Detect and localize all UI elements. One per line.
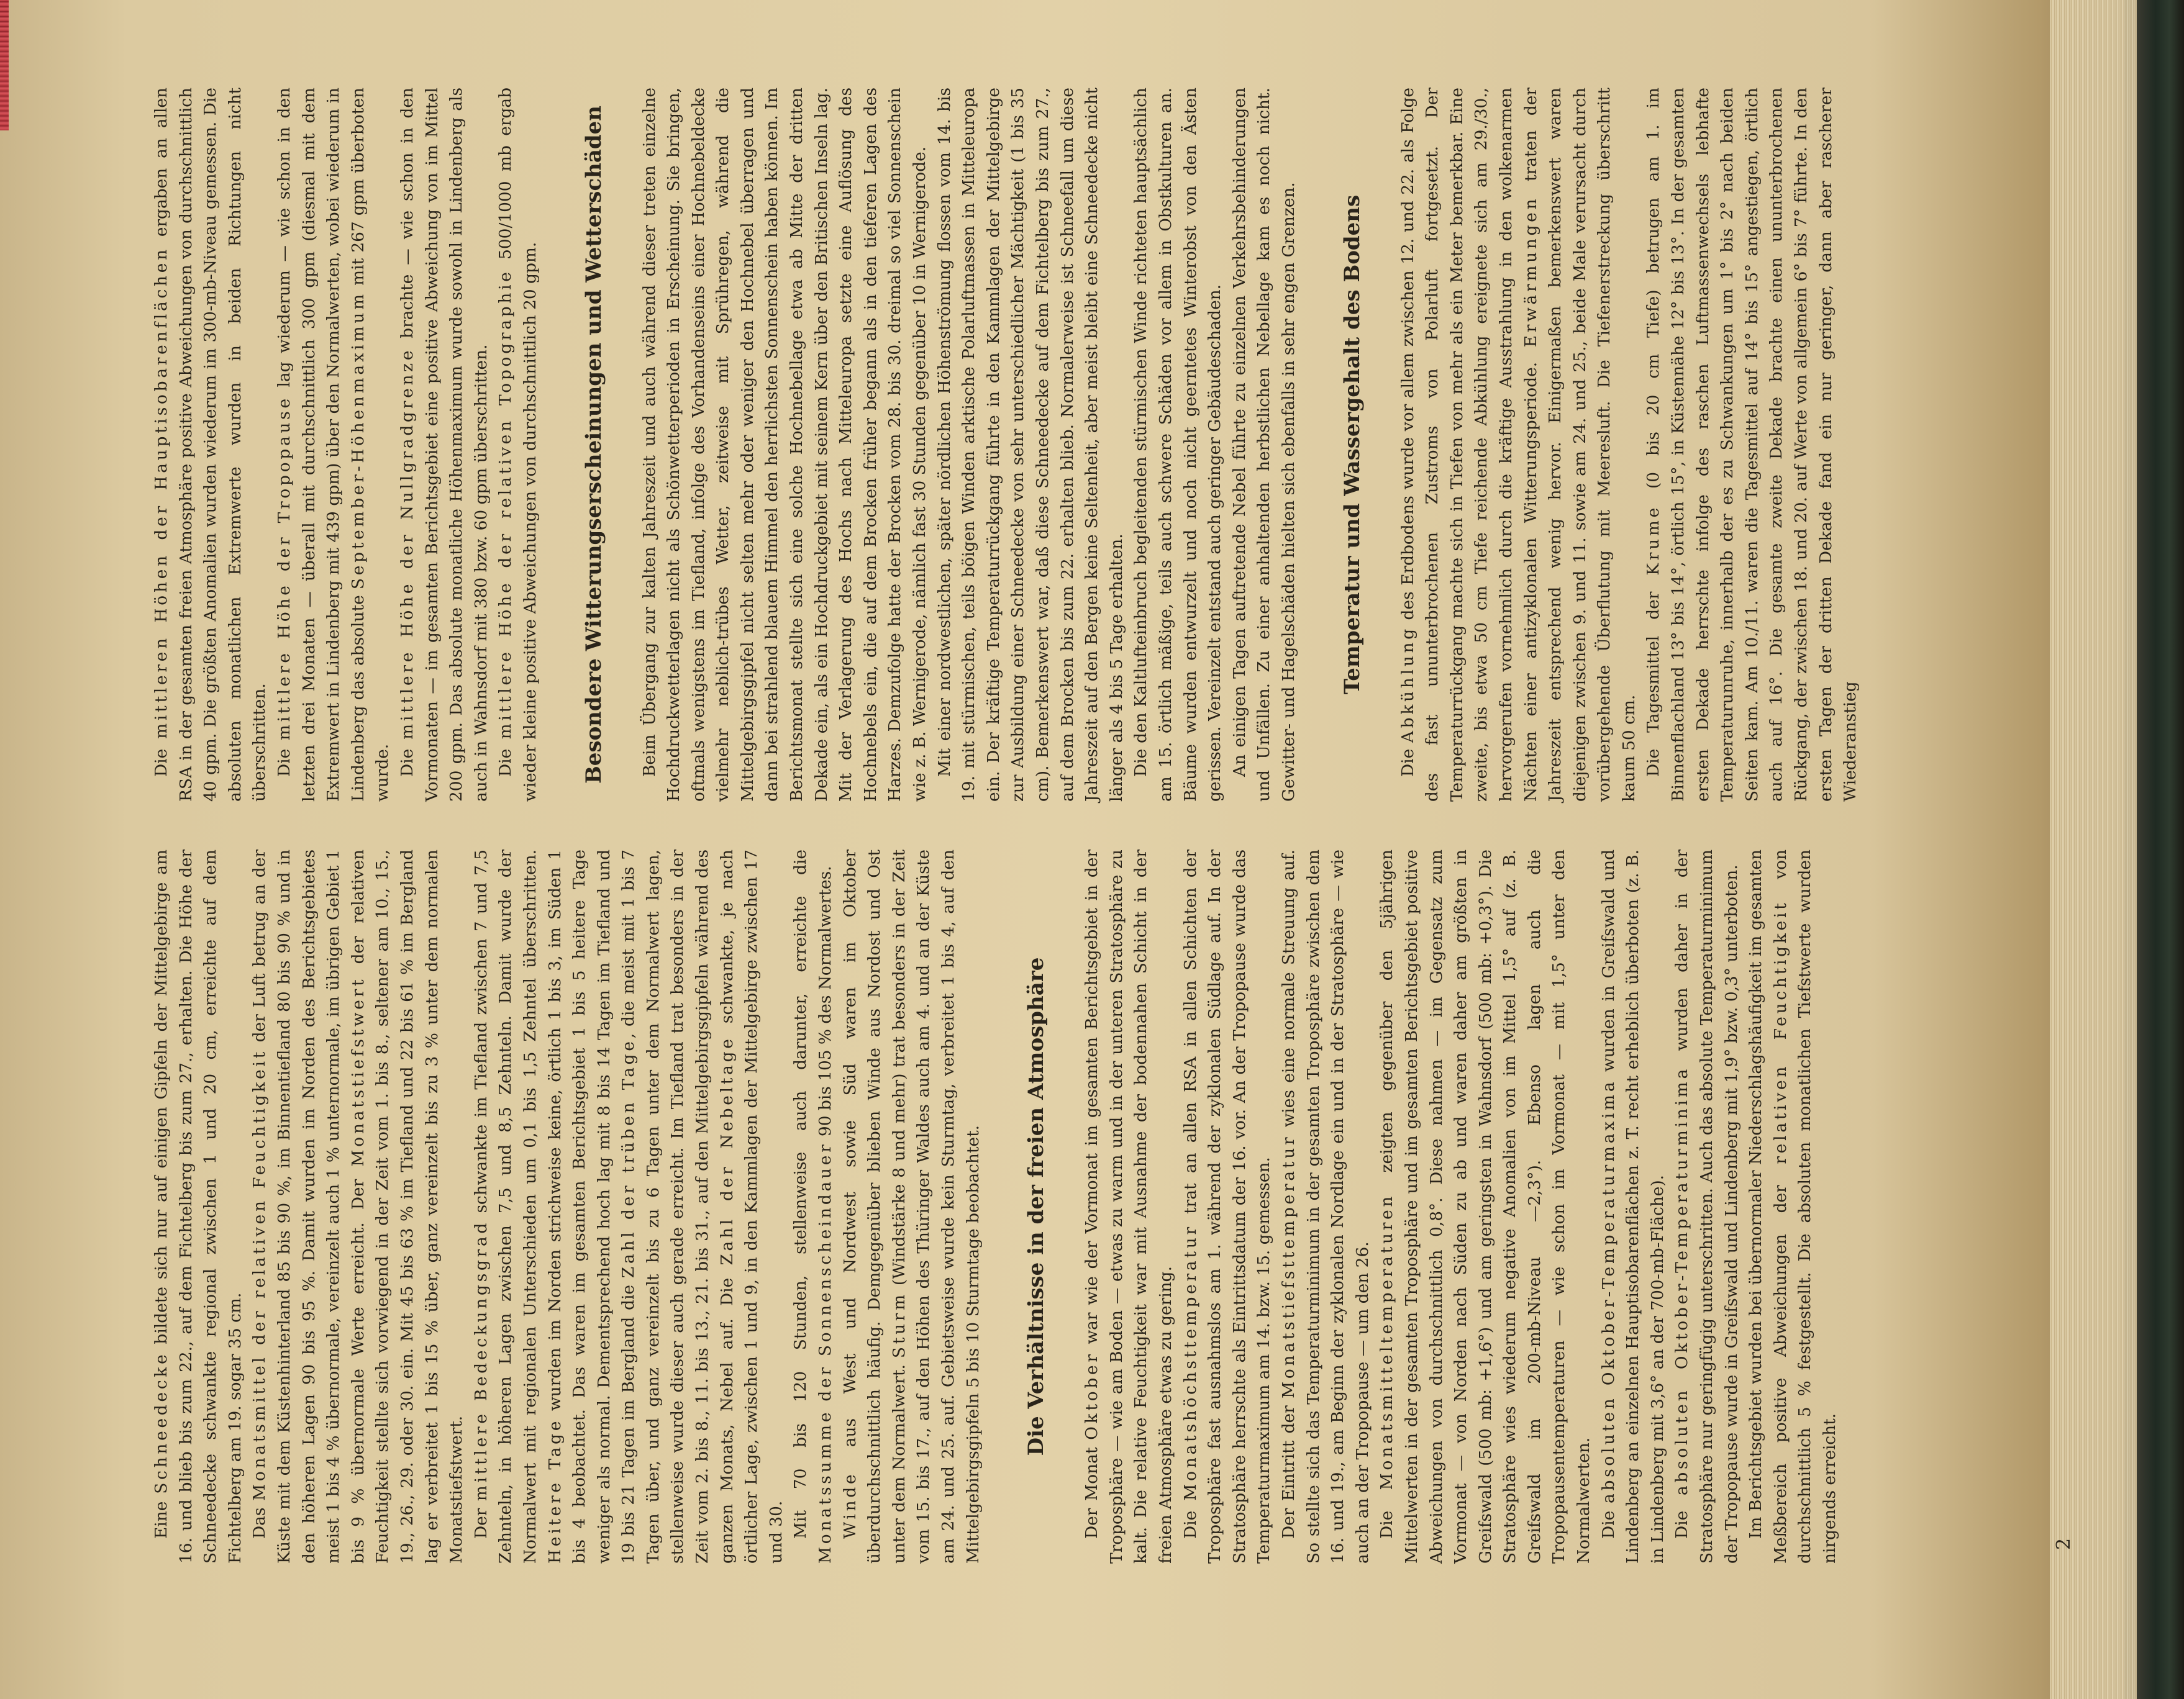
- paragraph: [1744, 850, 1842, 1564]
- paragraph: [838, 850, 986, 1564]
- text-run: Die: [1598, 1503, 1618, 1539]
- paragraph: [395, 88, 493, 802]
- text-run: wurden daher in der Stratosphäre nur geringfügig unterschritten. Auch das absolute Temperaturminimum der Tropopause wurde in Greifswald und Lindenberg mit 1,9° bzw. 0,3° unterboten.: [1672, 849, 1741, 1564]
- paragraph: [1641, 88, 1862, 802]
- spaced-term: mittlere Bedeckungsgrad: [471, 1220, 491, 1502]
- spaced-term: Krume: [1644, 504, 1663, 576]
- paragraph: [1375, 850, 1596, 1564]
- paragraph: [1080, 850, 1178, 1564]
- spaced-term: Monatshöchsttemperatur: [1180, 1224, 1200, 1501]
- text-run: 500/1000 mb ergab wieder kleine positive Abweichungen von durchschnittlich 20 gpm.: [496, 87, 540, 802]
- text-run: traten der Jahreszeit entsprechend wenig hervor. Einigermaßen bemerkenswert waren diejenigen zwischen 9. und 11. sowie am 24. und 25., beide Male verursacht durch vorübergehende Überflutung mit Meeresluft. Die Tiefenerstreckung überschritt kaum 50 cm.: [1521, 88, 1639, 802]
- paragraph: [149, 850, 247, 1564]
- text-run: zeigten gegenüber den 5jährigen Mittelwerten in der gesamten Troposphäre und im gesamten Berichtsgebiet positive Abweichungen von durchschnittlich 0,8°. Diese nahmen — im Gegensatz zum Vormonat — von Norden nach Süden zu ab und waren daher am größten in Greifswald (500 mb: +1,6°) und am geringsten in Wahnsdorf (500 mb: +0,3°). Die Stratosphäre wies wiederum negative Anomalien von im Mittel 1,5° auf (z. B. Greifswald im 200-mb-Niveau —2,3°). Ebenso lagen auch die Tropopausentemperaturen — wie schon im Vormonat — mit 1,5° unter den Normalwerten.: [1377, 850, 1594, 1564]
- spaced-term: Abkühlung: [1398, 626, 1417, 743]
- text-run: An einigen Tagen auftretende Nebel führte zu einzelnen Verkehrsbehinderungen und Unfällen. Zu einer anhaltenden herbstlichen Nebellage kam es noch nicht. Gewitter- und Hagelschäden hielten sich ebenfalls in sehr engen Grenzen.: [1229, 88, 1298, 802]
- spaced-term: mittleren Höhen der Hauptisobarenflächen: [152, 247, 171, 739]
- text-run: (Windstärke 8 und mehr) trat besonders in der Zeit vom 15. bis 17., auf den Höhen des Thüringer Waldes auch am 4. und an der Küste am 24. und 25. auf. Gebietsweise wurde kein Sturmtag, verbreitet 1 bis 4, auf den Mittelgebirgsgipfeln 5 bis 10 Sturmtage beobachtet.: [889, 850, 983, 1564]
- text-run: mit 267 gpm überboten wurde.: [348, 88, 393, 802]
- text-run: ergaben an allen RSA in der gesamten freien Atmosphäre positive Abweichungen von durchschnittlich 40 gpm. Die größten Anomalien wurden wiederum im 300-mb-Niveau gemessen. Die absoluten monatlichen Extremwerte wurden in beiden Richtungen nicht überschritten.: [152, 88, 270, 802]
- spaced-term: Monatstiefstwert: [348, 976, 368, 1167]
- spaced-term: Sturm: [889, 1292, 909, 1359]
- text-run: Der Monat: [1082, 1439, 1102, 1539]
- spaced-term: Zahl der trüben Tage: [619, 1038, 639, 1279]
- text-column-right: [149, 88, 1863, 802]
- text-run: Die: [496, 739, 516, 777]
- paragraph: [1596, 850, 1670, 1564]
- text-column-left: [149, 850, 1842, 1564]
- paragraph: [1396, 88, 1642, 802]
- paragraph: [469, 850, 789, 1564]
- paragraph: [788, 850, 837, 1564]
- text-run: brachte — wie schon in den Vormonaten — im gesamten Berichtsgebiet eine positive Abweichung von im Mittel 200 gpm. Das absolute monatliche Höhenmaximum wurde sowohl in Lindenberg als auch in Wahnsdorf mit 380 bzw. 60 gpm überschritten.: [397, 87, 491, 802]
- paragraph: [272, 88, 395, 802]
- text-run: Mit einer nordwestlichen, später nördlichen Höhenströmung flossen vom 14. bis 19. mit stürmischen, teils böigen Winden arktische Polarluftmassen in Mitteleuropa ein. Der kräftige Temperaturrückgang führte in den Kammlagen der Mittelgebirge zur Ausbildung einer Schneedecke von sehr unterschiedlicher Mächtigkeit (1 bis 35 cm). Bemerkenswert war, daß diese Schneedecke auf dem Fichtelberg bis zum 27., auf dem Brocken bis zum 22. erhalten blieb. Normalerweise ist Schneefall um diese Jahreszeit auf den Bergen keine Seltenheit, aber meist bleibt eine Schneedecke nicht länger als 4 bis 5 Tage erhalten.: [934, 88, 1126, 802]
- paragraph: [1129, 88, 1227, 802]
- spaced-term: September-Höhenmaximum: [348, 291, 368, 590]
- text-run: Beim Übergang zur kalten Jahreszeit und auch während dieser treten einzelne Hochdruckwetterlagen nicht als Schönwetterperioden in Erscheinung. Sie bringen, oftmals wenigstens im Tiefland, infolge des Vorhandenseins einer Hochnebeldecke vielmehr neblich-trübes Wetter, zeitweise mit Sprühregen, während die Mittelgebirgsgipfel nicht selten mehr oder weniger den Hochnebel überragen und dann bei strahlend blauem Himmel den herrlichsten Sonnenschein haben können. Im Berichtsmonat stellte sich eine solche Hochnebellage etwa ab Mitte der dritten Dekade ein, als ein Hochdruckgebiet mit seinem Kern über den Britischen Inseln lag. Mit der Verlagerung des Hochs nach Mitteleuropa setzte eine Auflösung des Hochnebels ein, die auf dem Brocken früher begann als in den tieferen Lagen des Harzes. Demzufolge hatte der Brocken vom 28. bis 30. dreimal so viel Sonnenschein wie z. B. Wernigerode, nämlich fast 30 Stunden gegenüber 10 in Wernigerode.: [639, 88, 930, 802]
- spaced-term: Monatsmittel der relativen Feuchtigkeit: [250, 1048, 270, 1501]
- section-heading: Die Verhältnisse in der freien Atmosphäre: [1024, 957, 1049, 1456]
- spaced-term: Winde: [840, 1471, 860, 1539]
- spaced-term: absoluten Oktober-Temperaturmaxima: [1598, 1079, 1618, 1504]
- text-run: war wie der Vormonat im gesamten Berichtsgebiet in der Troposphäre — wie am Boden — etwas zu warm und in der unteren Stratosphäre zu kalt. Die relative Feuchtigkeit war mit Ausnahme der bodennahen Schicht in der freien Atmosphäre etwas zu gering.: [1082, 850, 1175, 1564]
- text-run: der Luft betrug an der Küste mit dem Küstenhinterland 85 bis 90 %, im Binnentiefland 80 bis 90 % und in den höheren Lagen 90 bis 95 %. Damit wurden im Norden des Berichtsgebietes meist 1 bis 4 % übernormale, vereinzelt auch 1 % unternormale, im übrigen Gebiet 1 bis 9 % übernormale Werte erreicht. Der: [250, 850, 368, 1564]
- text-run: Die: [152, 738, 171, 777]
- spaced-term: Zahl der Nebeltage: [717, 1036, 737, 1266]
- text-run: von durchschnittlich 5 % festgestellt. Die absoluten monatlichen Tiefstwerte wurden nirgends erreicht.: [1770, 849, 1839, 1564]
- page-number: 2: [2053, 1538, 2075, 1550]
- text-run: schwankte, je nach örtlicher Lage, zwischen 1 und 9, in den Kammlagen der Mittelgebirge zwischen 17 und 30.: [717, 849, 786, 1564]
- text-run: Die: [1672, 1495, 1692, 1539]
- text-run: Die: [1398, 743, 1417, 777]
- spaced-term: mittlere Höhe der Tropopause: [274, 396, 294, 741]
- text-run: trat an allen RSA in allen Schichten der Troposphäre fast ausnahmslos am 1. während der zyklonalen Südlage auf. In der Stratosphäre herrschte als Eintrittsdatum der 16. vor. An der Tropopause wurde das Temperaturmaximum am 14. bzw. 15. gemessen.: [1180, 850, 1274, 1564]
- text-run: Die: [274, 740, 294, 777]
- text-run: 90 bis 105 % des Normalwertes.: [816, 866, 835, 1142]
- text-run: wurden in Greifswald und Lindenberg an einzelnen Hauptisobarenflächen z. T. recht erheblich überboten (z. B. in Lindenberg mit 3,6° an der 700-mb-Fläche).: [1598, 850, 1667, 1564]
- text-run: Im Berichtsgebiet wurden bei übernormaler Niederschlagshäufigkeit im gesamten Meßbereich positive Abweichungen der: [1746, 850, 1790, 1564]
- paragraph: [493, 88, 542, 802]
- text-run: Eine: [152, 1493, 171, 1539]
- book-spine: [2137, 0, 2184, 1699]
- paragraph: [932, 88, 1129, 802]
- text-run: Das: [250, 1500, 270, 1539]
- spaced-term: absoluten Oktober-Temperaturminima: [1672, 1066, 1692, 1496]
- section-heading: Besondere Witterungserscheinungen und Wetterschäden: [581, 105, 606, 784]
- paragraph: [247, 850, 468, 1564]
- text-run: Die: [1377, 1490, 1397, 1539]
- spaced-term: Monatssumme der Sonnenscheindauer: [816, 1141, 835, 1564]
- spaced-term: Monatstiefsttemperatur: [1278, 1134, 1298, 1398]
- section-heading: Temperatur und Wassergehalt des Bodens: [1339, 194, 1365, 695]
- text-run: aus West und Nordwest sowie Süd waren im Oktober überdurchschnittlich häufig. Demgegenüber blieben Winde aus Nordost und Ost unter dem Normalwert.: [840, 850, 909, 1564]
- text-run: Mit 70 bis 120 Stunden, stellenweise auch darunter, erreichte die: [791, 850, 811, 1539]
- text-run: Die den Kaltlufteinbruch begleitenden stürmischen Winde richteten hauptsächlich am 15. örtlich mäßige, teils auch schwere Schäden vor allem in Obstkulturen an. Bäume wurden entwurzelt und noch nicht geerntetes Winterobst von den Ästen gerissen. Vereinzelt entstand auch geringer Gebäudeschaden.: [1131, 88, 1225, 802]
- text-run: schwankte im Tiefland zwischen 7 und 7,5 Zehnteln, in höheren Lagen zwischen 7,5 und 8,5 Zehnteln. Damit wurde der Normalwert mit regionalen Unterschieden um 0,1 bis 1,5 Zehntel überschritten.: [471, 849, 540, 1564]
- spaced-term: mittlere Höhe der Nullgradgrenze: [397, 347, 417, 740]
- text-run: wurden im Norden strichweise keine, örtlich 1 bis 3, im Süden 1 bis 4 beobachtet. Das waren im gesamten Berichtsgebiet 1 bis 5 heitere Tage weniger als normal. Dementsprechend hoch lag mit 8 bis 14 Tagen im Tiefland und 19 bis 21 Tagen im Bergland die: [545, 850, 639, 1564]
- spaced-term: Schneedecke: [152, 1351, 171, 1494]
- text-run: des Erdbodens wurde vor allem zwischen 12. und 22. als Folge des fast ununterbrochenen Zustroms von Polarluft fortgesetzt. Der Temperaturrückgang machte sich in Tiefen von mehr als ein Meter bemerkbar. Eine zweite, bis etwa 50 cm Tiefe reichende Abkühlung ereignete sich am 29./30., hervorgerufen vornehmlich durch die kräftige Ausstrahlung in den wolkenarmen Nächten einer antizyklonalen Witterungsperiode.: [1398, 88, 1540, 802]
- text-run: Der Eintritt der: [1278, 1398, 1298, 1539]
- paragraph: [1178, 850, 1276, 1564]
- spaced-term: Heitere Tage: [545, 1418, 565, 1564]
- spaced-term: relativen Feuchtigkeit: [1770, 900, 1790, 1164]
- paragraph: [637, 88, 932, 802]
- spaced-term: Erwärmungen: [1521, 196, 1540, 348]
- text-run: der relativen Feuchtigkeit stellte sich vorwiegend in der Zeit vom 1. bis 8., seltener am 10., 15., 19., 26., 29. oder 30. ein. Mit 45 bis 63 % im Tiefland und 22 bis 61 % im Bergland lag er verbreitet 1 bis 15 % über, ganz vereinzelt bis zu 3 % unter dem normalen Monatstiefstwert.: [348, 849, 466, 1564]
- spaced-term: Oktober: [1082, 1351, 1102, 1440]
- paragraph: [149, 88, 272, 802]
- text-run: Die Tagesmittel der: [1644, 575, 1663, 777]
- paragraph: [1670, 850, 1744, 1564]
- text-run: Der: [471, 1501, 491, 1539]
- spaced-term: Monatsmitteltemperaturen: [1377, 1193, 1397, 1490]
- text-run: bildete sich nur auf einigen Gipfeln der Mittelgebirge am 16. und blieb bis zum 22., auf dem Fichtelberg bis zum 27., erhalten. Die Höhe der Schneedecke schwankte regional zwischen 1 und 20 cm, erreichte auf dem Fichtelberg am 19. sogar 35 cm.: [152, 850, 245, 1564]
- text-run: lag wiederum — wie schon in den letzten drei Monaten — überall mit durchschnittlich 300 gpm (diesmal mit dem Extremwert in Lindenberg mit 439 gpm) über den Normalwerten, wobei wiederum in Lindenberg das absolute: [274, 88, 368, 802]
- paragraph: [1227, 88, 1301, 802]
- paragraph: [1276, 850, 1375, 1564]
- spaced-term: mittlere Höhe der relativen Topographie: [496, 269, 516, 740]
- text-run: , die meist mit 1 bis 7 Tagen über, und ganz vereinzelt bis zu 6 Tagen unter dem Normalwert lagen, stellenweise wurde dieser auch gerade erreicht. Im Tiefland trat besonders in der Zeit vom 2. bis 8., 11. bis 13., 21. bis 31., auf den Mittelgebirgsgipfeln während des ganzen Monats, Nebel auf. Die: [619, 850, 737, 1564]
- text-run: (0 bis 20 cm Tiefe) betrugen am 1. im Binnenflachland 13° bis 14°, örtlich 15°, in Küstennähe 12° bis 13°. In der gesamten ersten Dekade herrschte infolge des raschen Luftmassenwechsels lebhafte Temperaturunruhe, innerhalb der es zu Schwankungen um 1° bis 2° nach beiden Seiten kam. Am 10./11. waren die Tagesmittel auf 14° bis 15° angestiegen, örtlich auch auf 16°. Die gesamte zweite Dekade brachte einen ununterbrochenen Rückgang, der zwischen 18. und 20. auf Werte von allgemein 6° bis 7° führte. In den ersten Tagen der dritten Dekade fand ein nur geringer, dann aber rascherer Wiederanstieg: [1644, 88, 1860, 802]
- text-run: wies eine normale Streuung auf. So stellte sich das Temperaturminimum in der gesamten Troposphäre zwischen dem 16. und 19., am Beginn der zyklonalen Nordlage ein und in der Stratosphäre — wie auch an der Tropopause — um den 26.: [1278, 849, 1372, 1564]
- text-run: Die: [1180, 1500, 1200, 1539]
- text-run: Die: [397, 739, 417, 777]
